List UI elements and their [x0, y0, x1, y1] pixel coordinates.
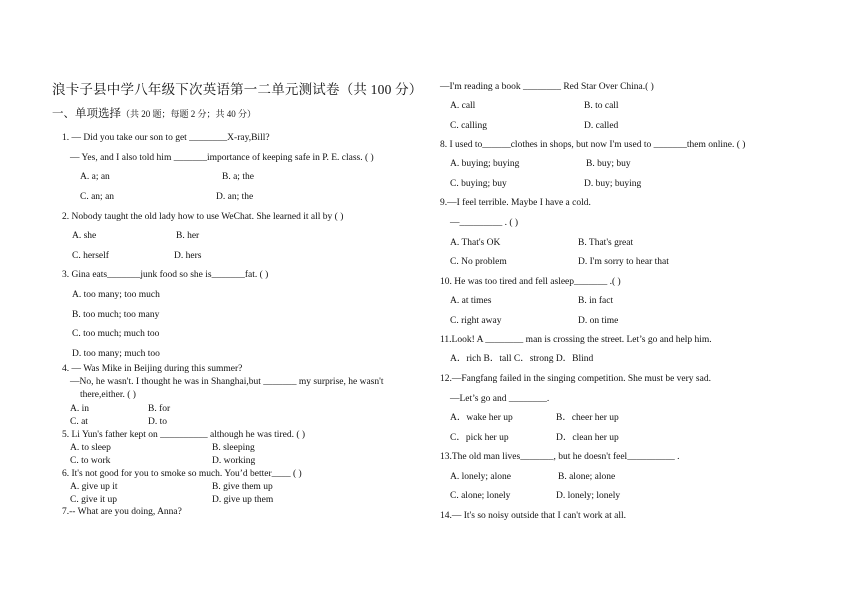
q4-stem-2: —No, he wasn't. I thought he was in Shanghai,but _______ my surprise, he wasn't [70, 377, 384, 387]
q2-option-b: B. her [176, 231, 200, 241]
q8-option-d: D. buy; buying [584, 179, 642, 189]
q12-option-d: D．clean her up [556, 433, 619, 443]
q12-option-a: A．wake her up [450, 413, 513, 423]
q4-option-c: C. at [70, 417, 88, 427]
q3-stem: 3. Gina eats_______junk food so she is_______fat. ( ) [62, 270, 269, 280]
q11-options: A．rich B．tall C．strong D．Blind [450, 354, 594, 364]
q3-option-a: A. too many; too much [72, 290, 160, 300]
q10-option-b: B. in fact [578, 296, 614, 306]
q10-option-d: D. on time [578, 316, 619, 326]
q1-option-b: B. a; the [222, 172, 254, 182]
q8-option-c: C. buying; buy [450, 179, 507, 189]
q5-stem: 5. Li Yun's father kept on __________ although he was tired. ( ) [62, 430, 306, 440]
q13-option-a: A. lonely; alone [450, 472, 511, 482]
q9-option-b: B. That's great [578, 238, 634, 248]
q13-option-d: D. lonely; lonely [556, 491, 621, 501]
q1-option-a: A. a; an [80, 172, 110, 182]
q11-stem: 11.Look! A ________ man is crossing the street. Let’s go and help him. [440, 335, 712, 345]
q5-option-c: C. to work [70, 456, 111, 466]
q9-option-c: C. No problem [450, 257, 507, 267]
q7-option-d: D. called [584, 121, 619, 131]
q6-option-a: A. give up it [70, 482, 118, 492]
q9-stem: 9.—I feel terrible. Maybe I have a cold. [440, 198, 591, 208]
q2-option-a: A. she [72, 231, 97, 241]
q9-option-a: A. That's OK [450, 238, 501, 248]
section-heading [52, 107, 256, 121]
q7-option-a: A. call [450, 101, 476, 111]
q9-stem-2: —_________ . ( ) [450, 218, 519, 228]
q12-option-c: C．pick her up [450, 433, 509, 443]
q10-stem: 10. He was too tired and fell asleep_______ .( ) [440, 277, 621, 287]
q12-option-b: B．cheer her up [556, 413, 619, 423]
q2-stem: 2. Nobody taught the old lady how to use WeChat. She learned it all by ( ) [62, 212, 344, 222]
q7-option-b: B. to call [584, 101, 619, 111]
q5-option-d: D. working [212, 456, 256, 466]
q14-stem: 14.— It's so noisy outside that I can't work at all. [440, 511, 627, 521]
q10-option-a: A. at times [450, 296, 492, 306]
q12-stem: 12.—Fangfang failed in the singing competition. She must be very sad. [440, 374, 711, 384]
q5-option-b: B. sleeping [212, 443, 255, 453]
q13-option-c: C. alone; lonely [450, 491, 511, 501]
q8-stem: 8. I used to______clothes in shops, but now I'm used to _______them online. ( ) [440, 140, 746, 150]
q8-option-a: A. buying; buying [450, 159, 520, 169]
q1-option-d: D. an; the [216, 192, 254, 202]
section-heading-label: 一、单项选择 [52, 108, 121, 120]
q6-stem: 6. It's not good for you to smoke so much. You’d better____ ( ) [62, 469, 302, 479]
q3-option-d: D. too many; much too [72, 349, 160, 359]
q7-stem: 7.-- What are you doing, Anna? [62, 507, 182, 517]
q4-option-d: D. to [148, 417, 167, 427]
q6-option-b: B. give them up [212, 482, 273, 492]
q4-stem-3: there,either. ( ) [80, 390, 136, 400]
q13-stem: 13.The old man lives_______, but he doesn't feel__________ . [440, 452, 680, 462]
q5-option-a: A. to sleep [70, 443, 111, 453]
q12-stem-2: —Let’s go and ________. [450, 394, 550, 404]
q2-option-d: D. hers [174, 251, 202, 261]
section-heading-note: （共 20 题；每题 2 分；共 40 分） [121, 109, 257, 119]
q7-stem-2: —I'm reading a book ________ Red Star Over China.( ) [440, 82, 654, 92]
q8-option-b: B. buy; buy [586, 159, 631, 169]
q3-option-b: B. too much; too many [72, 310, 160, 320]
q1-stem-2: — Yes, and I also told him _______importance of keeping safe in P. E. class. ( ) [70, 153, 374, 163]
q4-stem: 4. — Was Mike in Beijing during this summer? [62, 364, 243, 374]
q7-option-c: C. calling [450, 121, 487, 131]
q1-stem: 1. — Did you take our son to get ________X-ray,Bill? [62, 133, 270, 143]
q10-option-c: C. right away [450, 316, 502, 326]
q3-option-c: C. too much; much too [72, 329, 160, 339]
q13-option-b: B. alone; alone [558, 472, 616, 482]
q4-option-b: B. for [148, 404, 171, 414]
q6-option-d: D. give up them [212, 495, 274, 505]
exam-title: 浪卡子县中学八年级下次英语第一二单元测试卷（共 100 分） [52, 82, 423, 97]
q9-option-d: D. I'm sorry to hear that [578, 257, 669, 267]
q6-option-c: C. give it up [70, 495, 117, 505]
q1-option-c: C. an; an [80, 192, 115, 202]
q4-option-a: A. in [70, 404, 89, 414]
q2-option-c: C. herself [72, 251, 109, 261]
